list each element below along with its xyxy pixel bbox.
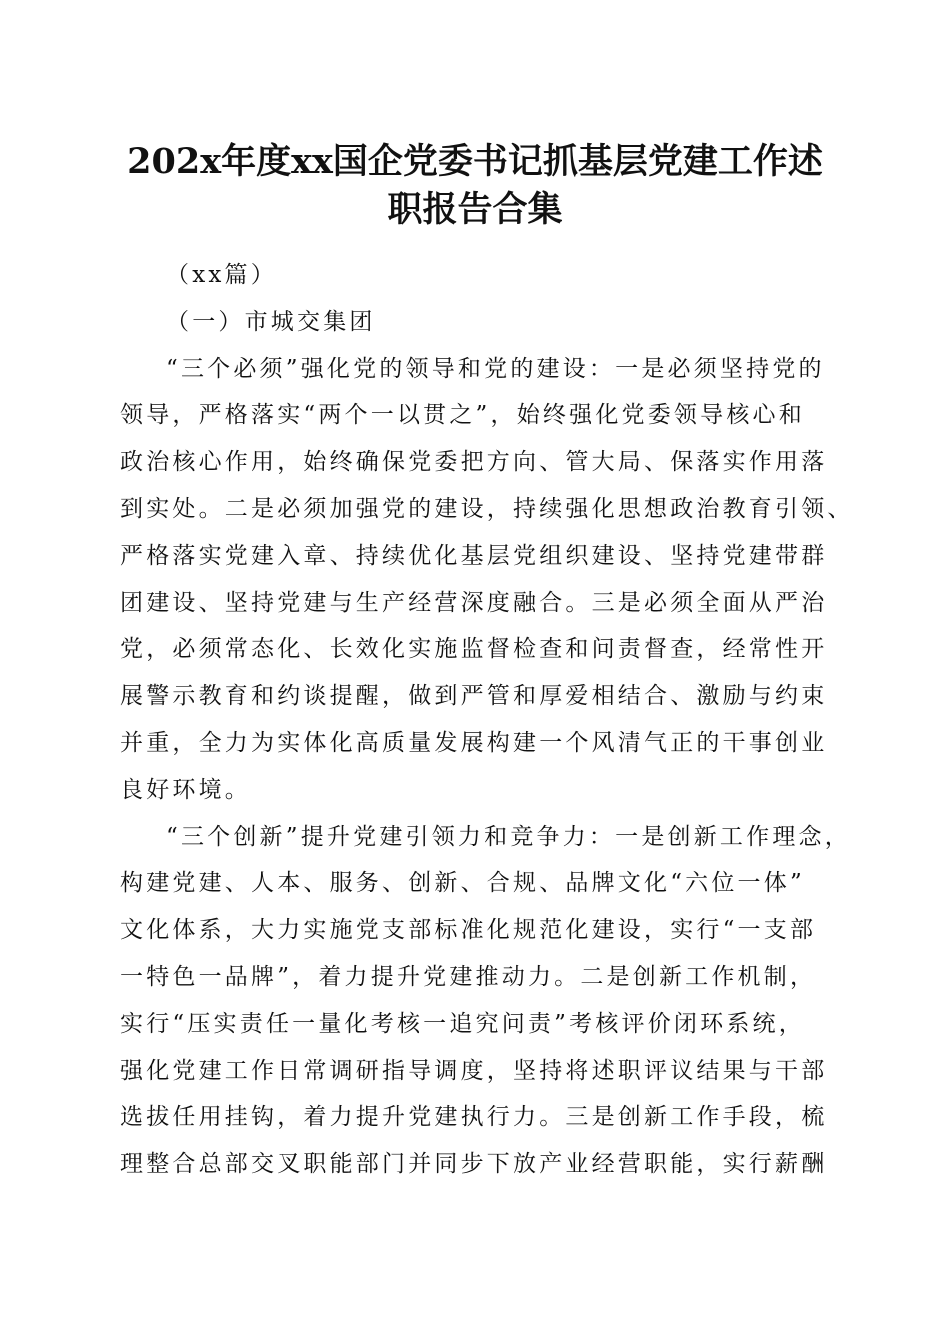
paragraph-line: 党，必须常态化、长效化实施监督检查和问责督查，经常性开 bbox=[120, 636, 828, 663]
title-line-2: 职报告合集 bbox=[387, 189, 563, 230]
paragraph-line: 团建设、坚持党建与生产经营深度融合。三是必须全面从严治 bbox=[120, 589, 828, 616]
paragraph-1 bbox=[120, 346, 854, 814]
title-line-1: 202x年度xx国企党委书记抓基层党建工作述 bbox=[127, 141, 823, 182]
subsection-heading: （一）市城交集团 bbox=[166, 308, 376, 335]
paragraph-line: 实行“压实责任一量化考核一追究问责”考核评价闭环系统， bbox=[120, 1010, 805, 1037]
paragraph-line: 选拔任用挂钩，着力提升党建执行力。三是创新工作手段，梳 bbox=[120, 1104, 828, 1131]
paragraph-line: 严格落实党建入章、持续优化基层党组织建设、坚持党建带群 bbox=[120, 542, 828, 569]
paragraph-line: 一特色一品牌”，着力提升党建推动力。二是创新工作机制， bbox=[120, 963, 817, 990]
paragraph-line: 到实处。二是必须加强党的建设，持续强化思想政治教育引领、 bbox=[120, 495, 854, 522]
document-body bbox=[120, 252, 854, 1188]
document-title bbox=[100, 138, 850, 234]
paragraph-line: 强化党建工作日常调研指导调度，坚持将述职评议结果与干部 bbox=[120, 1057, 828, 1084]
paragraph-line: 展警示教育和约谈提醒，做到严管和厚爱相结合、激励与约束 bbox=[120, 683, 828, 710]
paragraph-2 bbox=[120, 814, 851, 1188]
paragraph-line: 政治核心作用，始终确保党委把方向、管大局、保落实作用落 bbox=[120, 449, 828, 476]
paragraph-line: 领导，严格落实“两个一以贯之”，始终强化党委领导核心和 bbox=[120, 402, 805, 429]
paragraph-line: 良好环境。 bbox=[120, 776, 251, 803]
paragraph-line: 文化体系，大力实施党支部标准化规范化建设，实行“一支部 bbox=[120, 917, 817, 944]
paragraph-line: 理整合总部交叉职能部门并同步下放产业经营职能，实行薪酬 bbox=[120, 1151, 828, 1178]
paragraph-line: 并重，全力为实体化高质量发展构建一个风清气正的干事创业 bbox=[120, 729, 828, 756]
paragraph-line: “三个创新”提升党建引领力和竞争力：一是创新工作理念， bbox=[166, 823, 851, 850]
paragraph-line: “三个必须”强化党的领导和党的建设：一是必须坚持党的 bbox=[166, 355, 825, 382]
section-label: （xx篇） bbox=[166, 262, 277, 288]
paragraph-line: 构建党建、人本、服务、创新、合规、品牌文化“六位一体” bbox=[120, 870, 805, 897]
